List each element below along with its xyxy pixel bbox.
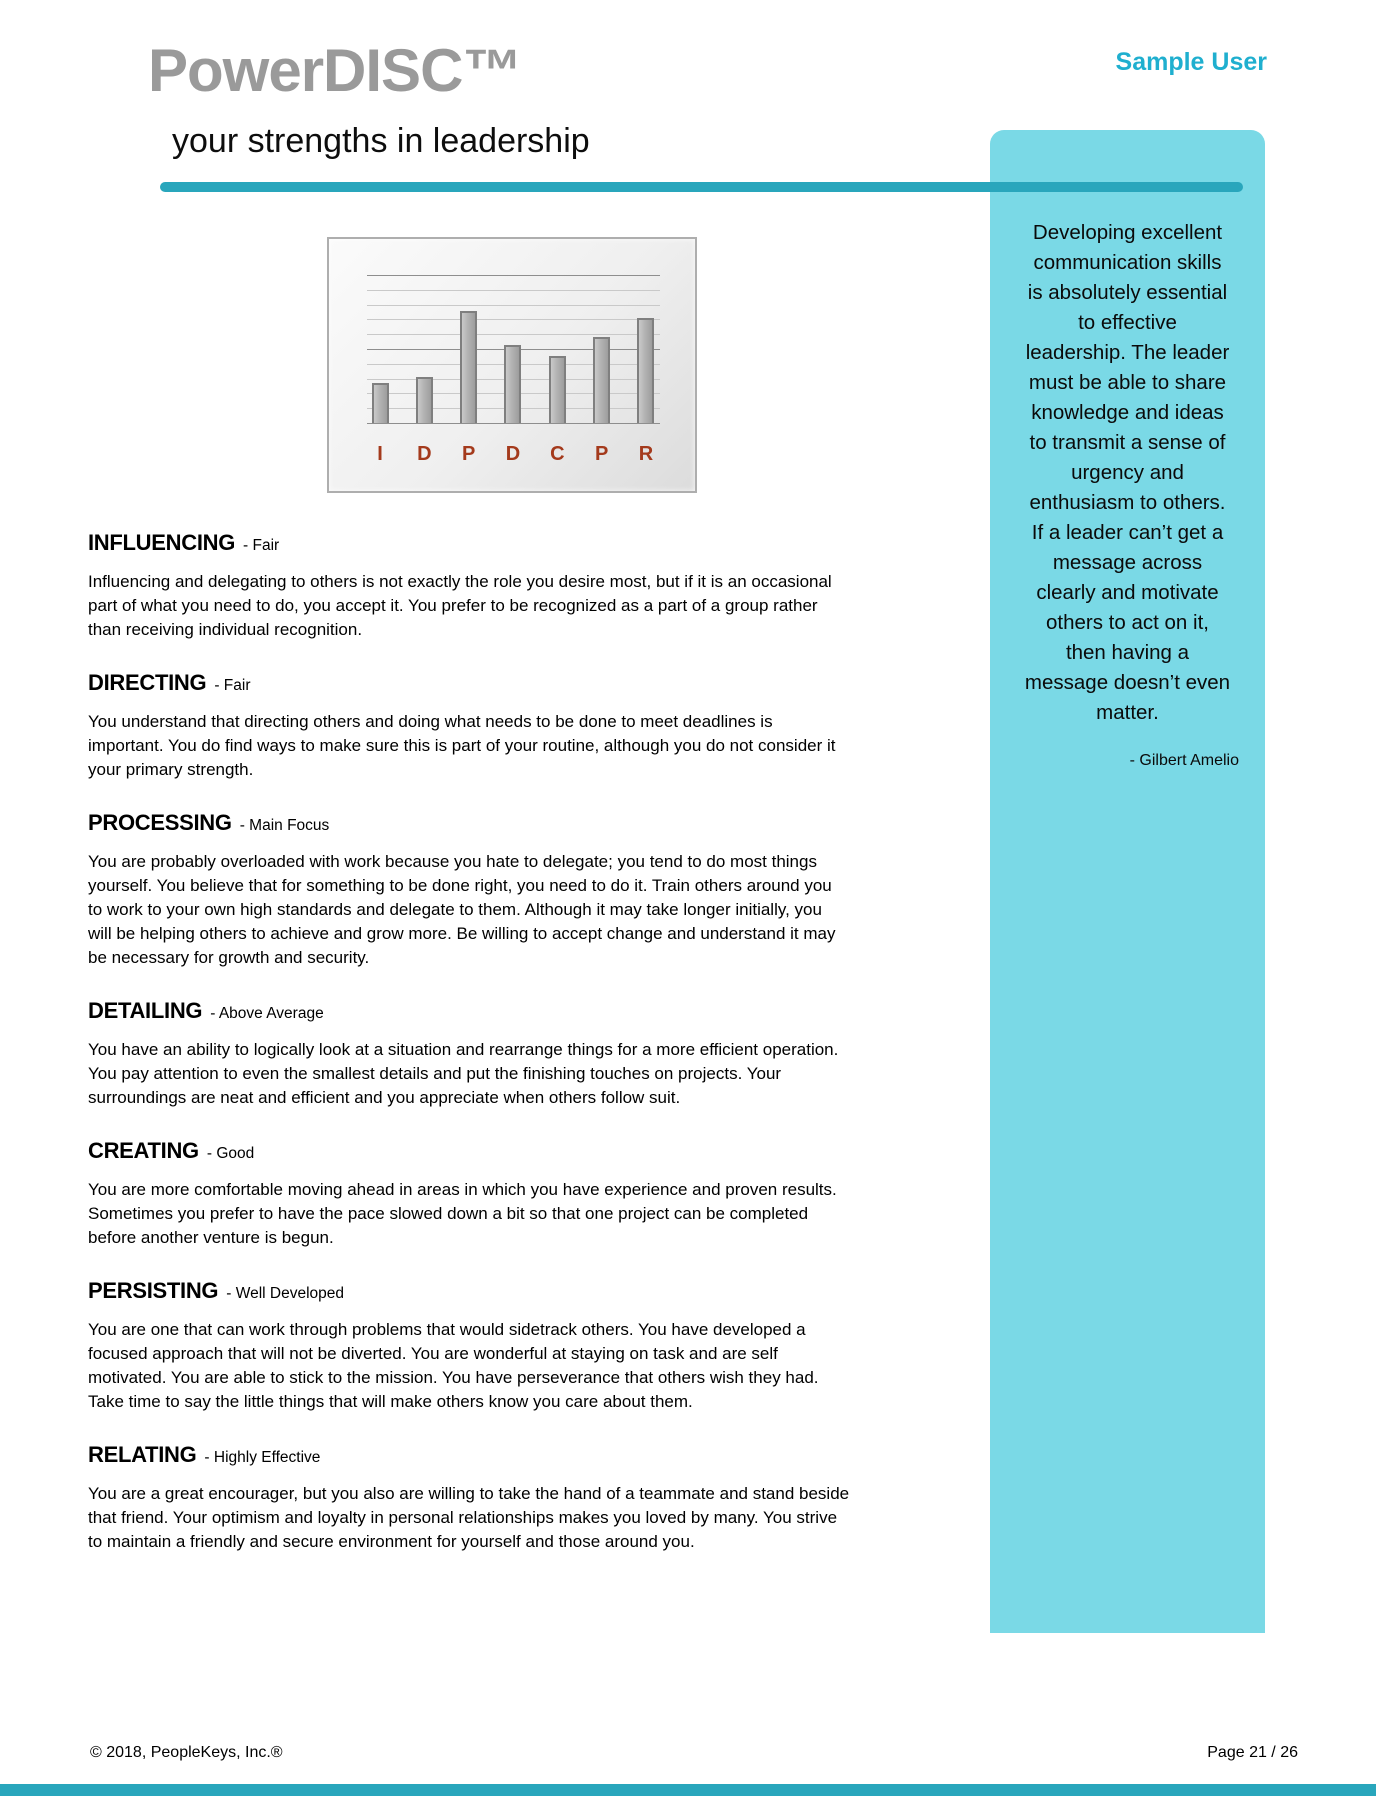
quote-line: then having a	[1065, 641, 1190, 664]
section-influencing	[88, 532, 850, 642]
quote-line: message across	[1052, 551, 1203, 574]
chart-bar-R-6	[637, 318, 654, 423]
chart-category-label-D-1: D	[417, 443, 432, 465]
quote-line: matter.	[1096, 701, 1159, 724]
section-title: PROCESSING	[88, 810, 232, 835]
section-body: You are probably overloaded with work because you hate to delegate; you tend to do most things yourself. You believe that for something to be done right, you need to do it. Train others around you to work to your own high standards and delegate to them. Although it may take longer initially, you will be helping others to achieve and grow more. Be willing to accept change and understand it may be necessary for growth and security.	[88, 852, 836, 967]
section-rating: - Fair	[243, 537, 280, 554]
chart-gridline	[367, 290, 660, 291]
quote-line: Developing excellent	[1032, 221, 1223, 244]
chart-plot-area	[367, 275, 660, 423]
section-title: PERSISTING	[88, 1278, 219, 1303]
quote-line: to transmit a sense of	[1029, 431, 1226, 454]
section-title: DIRECTING	[88, 670, 207, 695]
quote-sidebar	[990, 130, 1265, 1633]
section-persisting	[88, 1280, 850, 1414]
chart-category-label-P-5: P	[594, 443, 609, 465]
section-rating: - Main Focus	[239, 817, 330, 834]
section-body: You are a great encourager, but you also are willing to take the hand of a teammate and stand beside that friend. Your optimism and loyalty in personal relationships makes you loved by many. You strive to maintain a friendly and secure environment for yourself and those around you.	[88, 1484, 850, 1551]
sections-column	[88, 532, 850, 1554]
quote-line: If a leader can’t get a	[1031, 521, 1224, 544]
chart-gridline	[367, 334, 660, 335]
section-heading	[88, 672, 850, 697]
chart-bar-I-0	[372, 383, 389, 423]
section-title: CREATING	[88, 1138, 199, 1163]
section-detailing	[88, 1000, 850, 1110]
section-body: Influencing and delegating to others is not exactly the role you desire most, but if it is an occasional part of what you need to do, you accept it. You prefer to be recognized as a part of a group rather than receiving individual recognition.	[88, 572, 832, 639]
section-heading	[88, 1444, 850, 1469]
quote-line: enthusiasm to others.	[1029, 491, 1226, 514]
chart-gridline	[367, 305, 660, 306]
chart-gridline	[367, 319, 660, 320]
chart-bar-D-3	[504, 345, 521, 423]
page-title: PowerDISC™	[148, 37, 522, 104]
quote-line: communication skills	[1033, 251, 1222, 274]
quote-line: urgency and	[1071, 461, 1184, 484]
section-heading	[88, 1000, 850, 1025]
chart-bar-P-2	[460, 311, 477, 423]
section-body: You are more comfortable moving ahead in areas in which you have experience and proven results. Sometimes you prefer to have the pace slowed down a bit so that one project can be completed before another venture is begun.	[88, 1180, 837, 1247]
copyright-text: © 2018, PeopleKeys, Inc.®	[90, 1744, 283, 1761]
quote-text	[1000, 218, 1255, 728]
section-body: You are one that can work through problems that would sidetrack others. You have developed a focused approach that will not be diverted. You are wonderful at staying on task and are self motivated. You are able to stick to the mission. You have perseverance that others wish they had. Take time to say the little things that will make others know you care about them.	[88, 1320, 819, 1411]
disc-bar-chart	[327, 237, 697, 493]
section-directing	[88, 672, 850, 782]
quote-line: clearly and motivate	[1036, 581, 1219, 604]
section-heading	[88, 812, 850, 837]
section-relating	[88, 1444, 850, 1554]
quote-line: leadership. The leader	[1025, 341, 1230, 364]
chart-category-label-R-6: R	[638, 443, 654, 465]
quote-attribution: - Gilbert Amelio	[1129, 752, 1239, 769]
header-divider-rule	[160, 182, 1243, 192]
chart-category-label-P-2: P	[461, 443, 476, 465]
section-heading	[88, 1280, 850, 1305]
section-rating: - Good	[206, 1145, 255, 1162]
chart-bar-D-1	[416, 377, 433, 423]
section-creating	[88, 1140, 850, 1250]
page-subtitle: your strengths in leadership	[172, 122, 590, 160]
section-rating: - Highly Effective	[204, 1449, 321, 1466]
section-title: INFLUENCING	[88, 530, 236, 555]
quote-line: knowledge and ideas	[1031, 401, 1224, 424]
quote-line: must be able to share	[1028, 371, 1227, 394]
chart-category-label-I-0: I	[377, 443, 383, 465]
chart-gridline	[367, 275, 660, 276]
page-number: Page 21 / 26	[1207, 1744, 1298, 1761]
section-rating: - Well Developed	[226, 1285, 344, 1302]
section-rating: - Above Average	[210, 1005, 324, 1022]
section-title: DETAILING	[88, 998, 203, 1023]
quote-line: is absolutely essential	[1027, 281, 1228, 304]
section-processing	[88, 812, 850, 970]
chart-gridline	[367, 423, 660, 424]
quote-line: others to act on it,	[1046, 611, 1209, 634]
chart-category-label-C-4: C	[550, 443, 565, 465]
chart-bar-P-5	[593, 337, 610, 423]
section-heading	[88, 1140, 850, 1165]
section-body: You have an ability to logically look at a situation and rearrange things for a more efficient operation. You pay attention to even the smallest details and put the finishing touches on projects. Your surroundings are neat and efficient and you appreciate when others follow suit.	[88, 1040, 839, 1107]
section-heading	[88, 532, 850, 557]
chart-category-label-D-3: D	[505, 443, 521, 465]
bottom-accent-bar	[0, 1784, 1376, 1796]
section-body: You understand that directing others and doing what needs to be done to meet deadlines is important. You do find ways to make sure this is part of your routine, although you do not consider it your primary strength.	[88, 712, 836, 779]
quote-line: to effective	[1078, 311, 1177, 334]
chart-bar-C-4	[549, 356, 566, 423]
quote-line: message doesn’t even	[1024, 671, 1231, 694]
section-rating: - Fair	[214, 677, 251, 694]
user-name: Sample User	[1115, 48, 1267, 76]
section-title: RELATING	[88, 1442, 197, 1467]
